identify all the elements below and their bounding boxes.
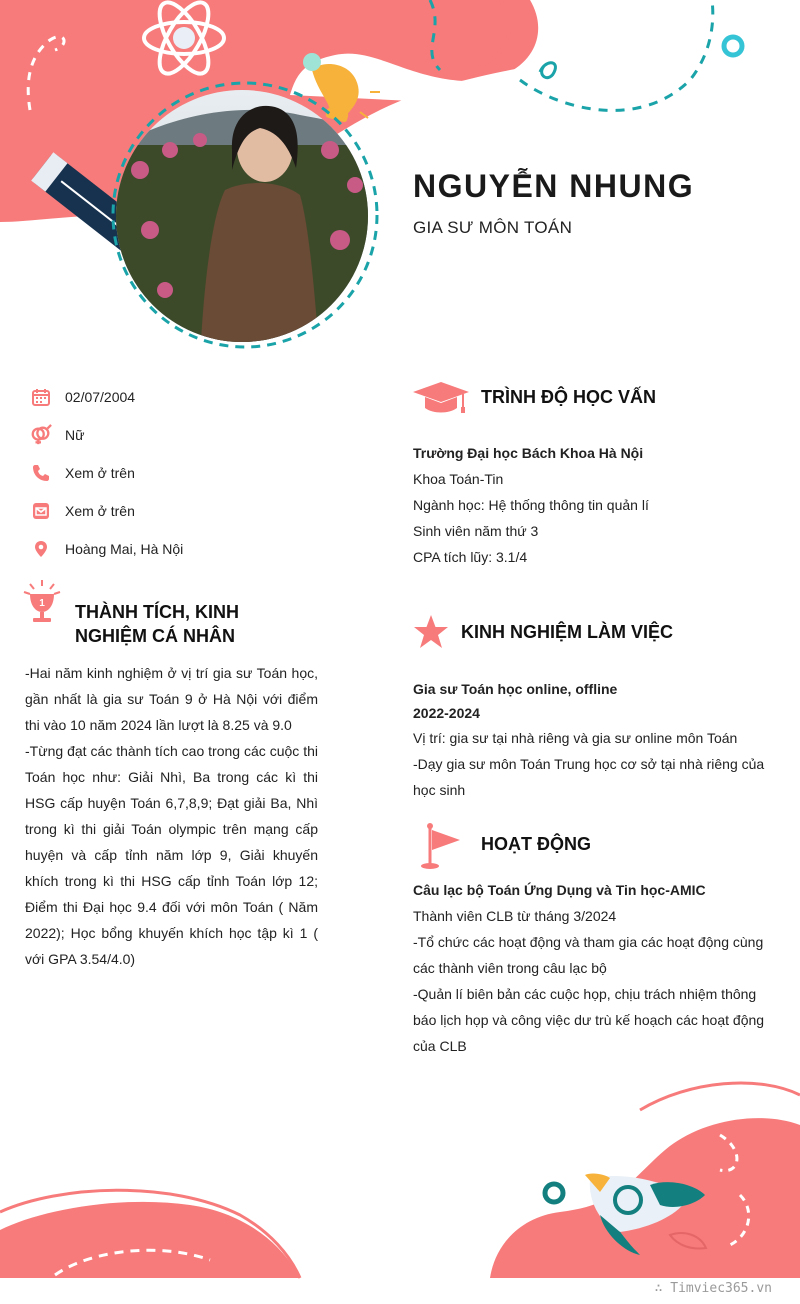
activities-member: Thành viên CLB từ tháng 3/2024 (413, 908, 617, 924)
candidate-name: NGUYỄN NHUNG (413, 168, 695, 204)
activities-body (413, 877, 773, 1059)
activities-club: Câu lạc bộ Toán Ứng Dụng và Tin học-AMIC (413, 882, 706, 898)
watermark: ∴ Timviec365.vn (654, 1281, 772, 1296)
info-gender (30, 423, 84, 447)
education-cpa: CPA tích lũy: 3.1/4 (413, 549, 528, 565)
achievements-body (25, 660, 318, 972)
achievement-paragraph: -Hai năm kinh nghiệm ở vị trí gia sư Toán học, gần nhất là gia sư Toán 9 ở Hà Nội với điểm thi vào 10 năm 2024 lần lượt là 8.25 và 9.0 (25, 665, 318, 733)
trophy-icon (22, 580, 62, 624)
activities-desc: -Quản lí biên bản các cuộc họp, chịu trách nhiệm thông báo lịch họp và công việc dư trù kế hoạch các hoạt động của CLB (413, 986, 765, 1054)
svg-text:1: 1 (39, 598, 45, 609)
achievement-paragraph: -Từng đạt các thành tích cao trong các cuộc thi Toán học như: Giải Nhì, Ba trong các kì thi HSG cấp huyện Toán 6,7,8,9; Đạt giải Ba, Nhì trong kì thi giải Toán olympic trên mạng cấp huyện và cấp tỉnh năm lớp 9, Giải khuyến khích trong kì thi HSG cấp tỉnh Toán lớp 12; Điểm thi Đại học 9.4 đối với môn Toán ( Năm 2022); Học bổng khuyến khích học tập kì 1 ( với GPA 3.54/4.0) (25, 743, 318, 967)
achievements-title-line1: THÀNH TÍCH, KINH (75, 602, 239, 622)
experience-desc: -Dạy gia sư môn Toán Trung học cơ sở tại nhà riêng của học sinh (413, 756, 765, 798)
experience-role: Gia sư Toán học online, offline (413, 681, 618, 697)
info-address (30, 537, 183, 561)
experience-period: 2022-2024 (413, 705, 480, 721)
education-year: Sinh viên năm thứ 3 (413, 523, 539, 539)
info-text: 02/07/2004 (65, 389, 136, 405)
calendar-icon (30, 386, 52, 408)
star-icon (413, 614, 449, 650)
info-birthdate (30, 385, 135, 409)
education-school: Trường Đại học Bách Khoa Hà Nội (413, 445, 644, 461)
location-icon (30, 538, 52, 560)
experience-position: Vị trí: gia sư tại nhà riêng và gia sư online môn Toán (413, 730, 738, 746)
experience-title: KINH NGHIỆM LÀM VIỆC (461, 622, 674, 642)
achievements-title (75, 600, 239, 648)
info-phone (30, 461, 135, 485)
flag-icon (418, 822, 464, 870)
education-faculty: Khoa Toán-Tin (413, 471, 504, 487)
email-icon (30, 500, 52, 522)
phone-icon (30, 462, 52, 484)
info-text: Nữ (65, 427, 85, 443)
graduation-cap-icon (413, 380, 469, 416)
education-major: Ngành học: Hệ thống thông tin quản lí (413, 497, 649, 513)
activities-desc: -Tổ chức các hoạt động và tham gia các hoạt động cùng các thành viên trong câu lạc bộ (413, 934, 764, 976)
experience-body (413, 677, 773, 803)
gender-icon (30, 424, 52, 446)
info-email (30, 499, 135, 523)
job-title: GIA SƯ MÔN TOÁN (413, 218, 573, 237)
activities-title: HOẠT ĐỘNG (481, 834, 591, 854)
education-title: TRÌNH ĐỘ HỌC VẤN (481, 387, 656, 407)
info-text: Xem ở trên (65, 503, 135, 519)
education-body (413, 440, 773, 570)
achievements-title-line2: NGHIỆM CÁ NHÂN (75, 626, 235, 646)
info-text: Xem ở trên (65, 465, 135, 481)
info-text: Hoàng Mai, Hà Nội (65, 541, 184, 557)
